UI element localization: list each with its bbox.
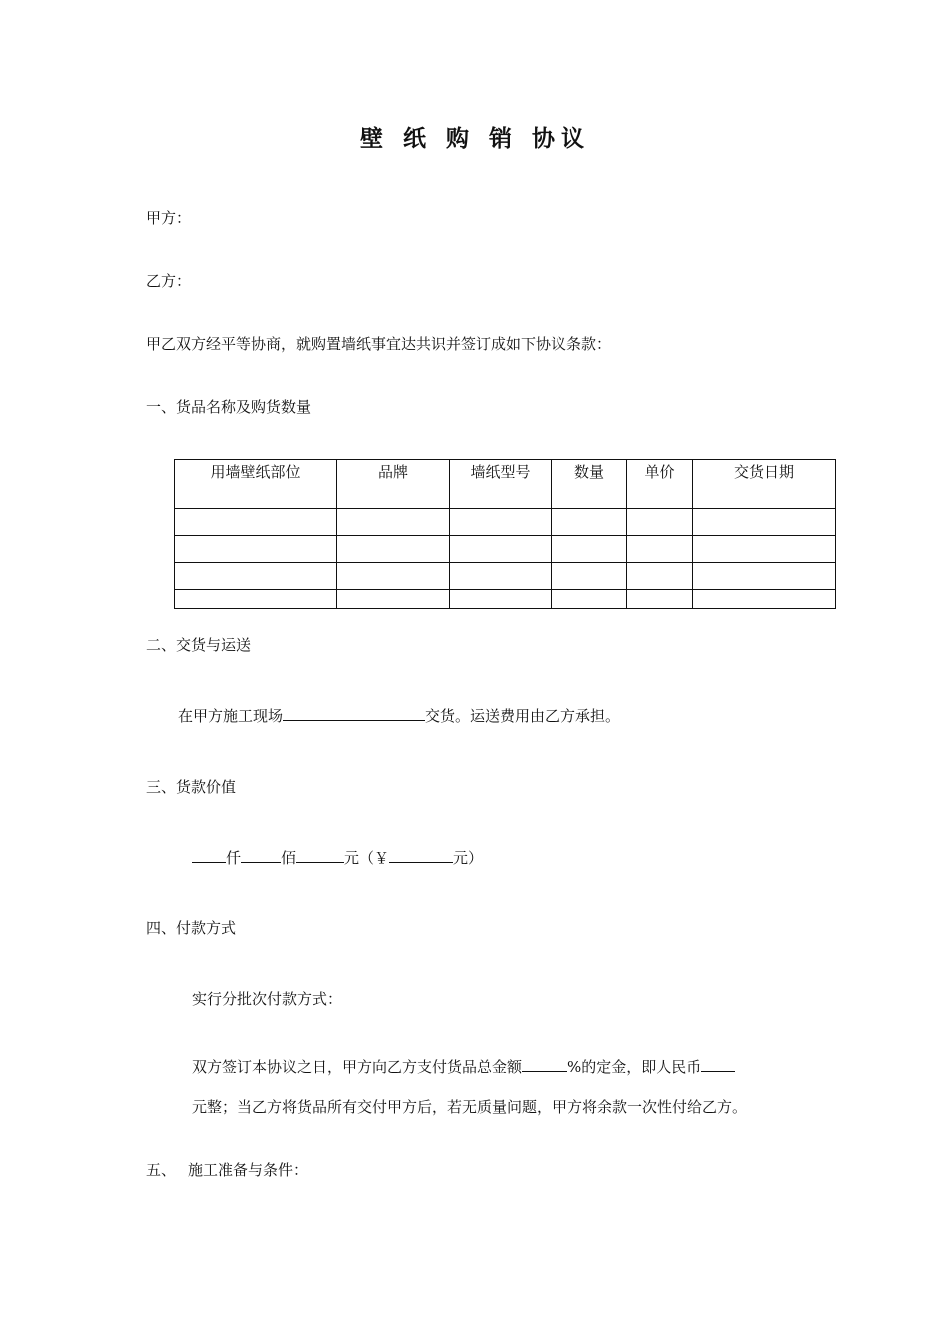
table-header-cell: 品牌 [337,460,450,509]
section1-heading: 一、货品名称及购货数量 [146,398,312,416]
section5-title: 施工准备与条件： [188,1161,309,1179]
deposit-line [192,1056,735,1077]
table-cell [693,509,836,536]
table-cell [175,590,337,609]
table-cell [450,509,552,536]
table-cell [450,536,552,563]
table-header-cell: 单价 [627,460,693,509]
table-cell [175,536,337,563]
unit-yuan-close: 元） [453,849,484,867]
unit-yuan-open: 元（￥ [344,849,390,867]
table-cell [175,509,337,536]
price-line [192,847,483,868]
table-cell [552,509,627,536]
table-row [175,590,836,609]
deposit-amount-blank[interactable] [701,1057,735,1072]
payment-method-line: 实行分批次付款方式： [192,990,343,1008]
balance-line: 元整；当乙方将货品所有交付甲方后，若无质量问题，甲方将余款一次性付给乙方。 [192,1098,748,1116]
amount-qian-blank[interactable] [192,848,226,863]
table-header-cell: 墙纸型号 [450,460,552,509]
table-cell [337,590,450,609]
table-cell [693,563,836,590]
section3-heading: 三、货款价值 [146,778,237,796]
amount-yuan-blank[interactable] [296,848,344,863]
table-cell [337,563,450,590]
table-row [175,563,836,590]
table-cell [337,536,450,563]
table-cell [175,563,337,590]
table-cell [450,590,552,609]
table-cell [693,590,836,609]
amount-bai-blank[interactable] [241,848,281,863]
deposit-percent-blank[interactable] [522,1057,567,1072]
party-a-label: 甲方： [146,209,192,227]
table-cell [627,590,693,609]
table-cell [627,509,693,536]
section4-heading: 四、付款方式 [146,919,237,937]
goods-table [174,459,836,609]
amount-figure-blank[interactable] [389,848,453,863]
table-header-cell: 交货日期 [693,460,836,509]
table-header-cell: 用墙壁纸部位 [175,460,337,509]
deposit-text-a: 双方签订本协议之日，甲方向乙方支付货品总金额 [192,1058,523,1076]
table-cell [552,590,627,609]
table-row [175,536,836,563]
table-row [175,509,836,536]
table-cell [552,563,627,590]
intro-paragraph: 甲乙双方经平等协商，就购置墙纸事宜达共识并签订成如下协议条款： [146,335,612,353]
table-cell [450,563,552,590]
section5-number: 五、 [146,1161,177,1179]
party-b-label: 乙方： [146,272,192,290]
document-title: 壁 纸 购 销 协议 [359,125,591,152]
unit-bai: 佰 [281,849,297,867]
table-cell [627,563,693,590]
section2-heading: 二、交货与运送 [146,636,252,654]
delivery-text-after: 交货。运送费用由乙方承担。 [425,707,621,725]
delivery-text-before: 在甲方施工现场 [178,707,284,725]
delivery-line [178,705,620,726]
unit-qian: 仟 [226,849,242,867]
delivery-location-blank[interactable] [283,706,425,721]
deposit-text-b: %的定金，即人民币 [567,1058,702,1076]
table-cell [693,536,836,563]
table-cell [552,536,627,563]
table-header-cell: 数量 [552,460,627,509]
section5-heading [146,1159,308,1180]
table-cell [337,509,450,536]
table-header-row [175,460,836,509]
table-cell [627,536,693,563]
